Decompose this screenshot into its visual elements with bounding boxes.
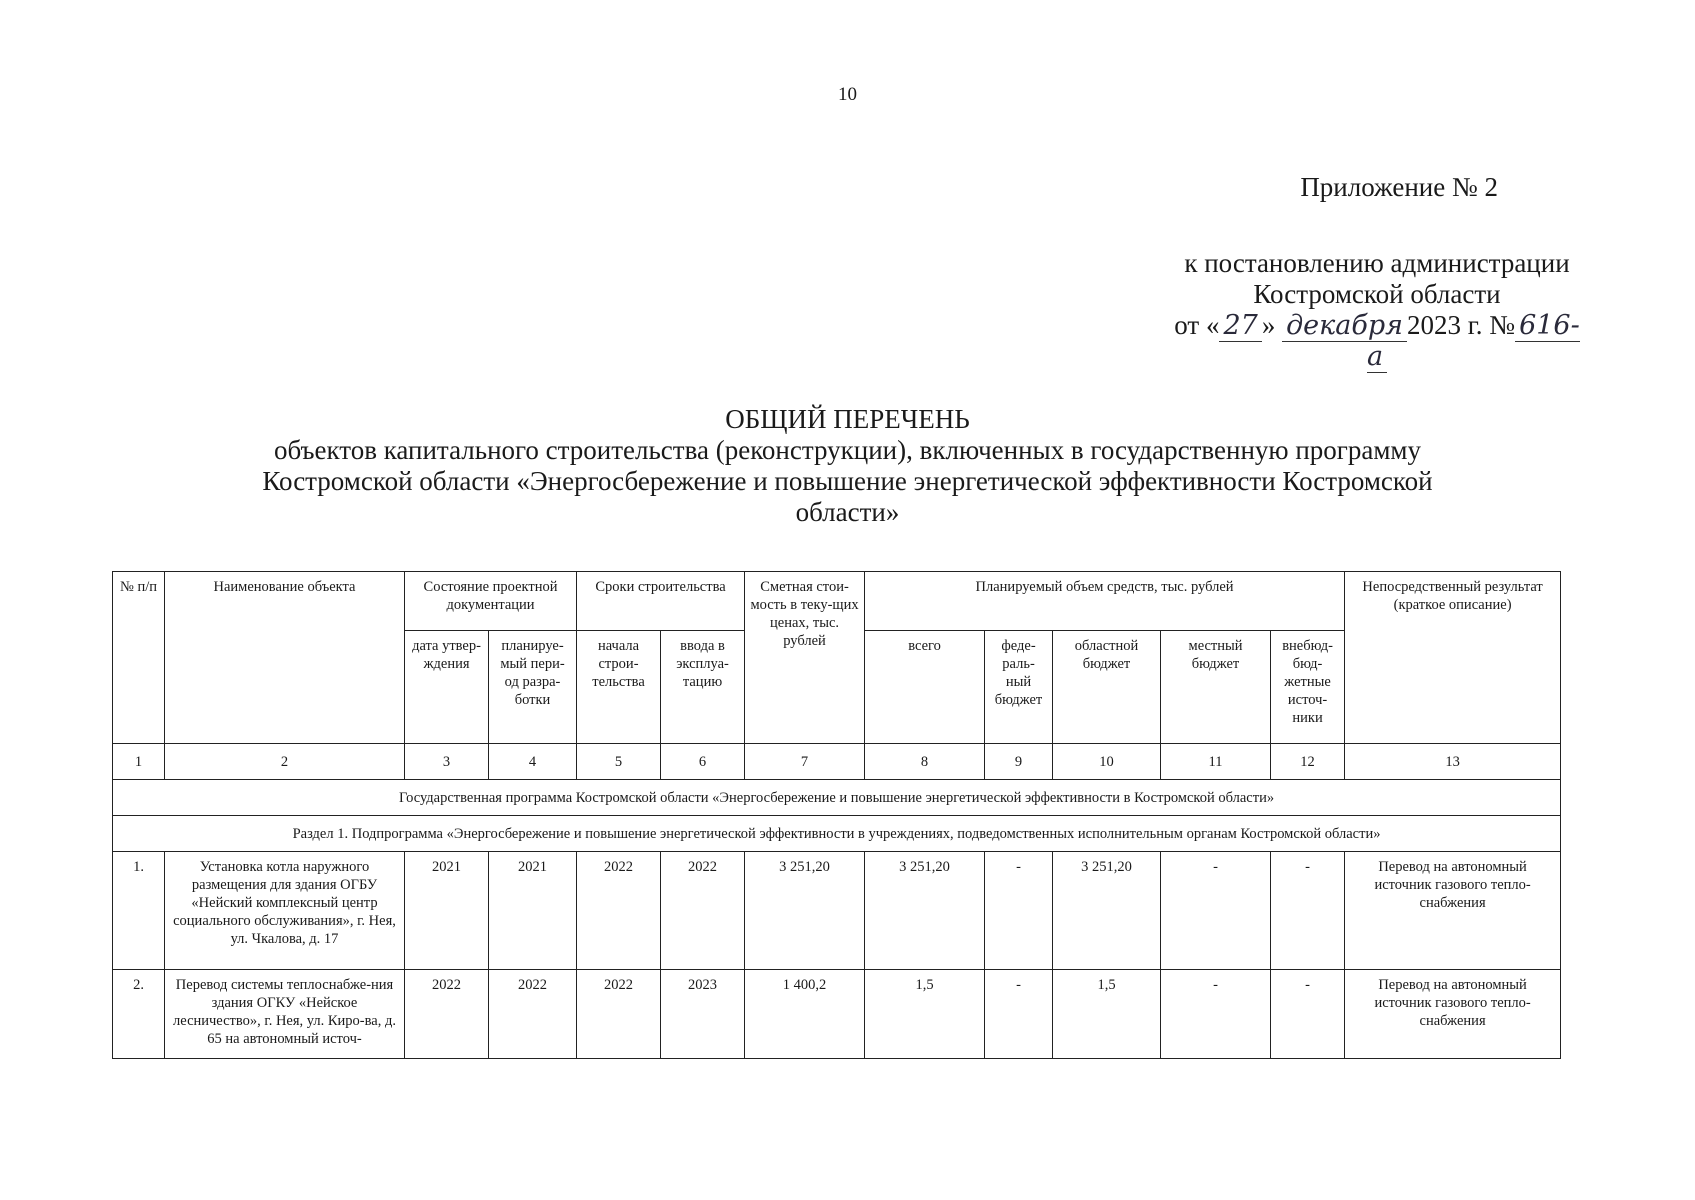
decree-year: 2023 г. № (1407, 310, 1516, 340)
row-result: Перевод на автономный источник газового тепло-снабжения (1345, 970, 1561, 1059)
column-number: 13 (1345, 744, 1561, 780)
row-commission: 2022 (661, 852, 745, 970)
header-name: Наименование объекта (165, 572, 405, 744)
column-number: 7 (745, 744, 865, 780)
row-period: 2022 (489, 970, 577, 1059)
column-number: 11 (1161, 744, 1271, 780)
header-local: местный бюджет (1161, 631, 1271, 744)
capital-construction-table (112, 571, 1561, 1059)
header-construction-terms: Сроки строительства (577, 572, 745, 631)
row-federal: - (985, 852, 1053, 970)
row-commission: 2023 (661, 970, 745, 1059)
row-period: 2021 (489, 852, 577, 970)
column-number: 1 (113, 744, 165, 780)
header-planned-period: планируе-мый пери-од разра-ботки (489, 631, 577, 744)
row-regional: 3 251,20 (1053, 852, 1161, 970)
header-num: № п/п (113, 572, 165, 744)
header-design-doc: Состояние проектной документации (405, 572, 577, 631)
row-start: 2022 (577, 970, 661, 1059)
row-local: - (1161, 970, 1271, 1059)
decree-line-2: Костромской области (1253, 279, 1501, 309)
section-row: Раздел 1. Подпрограмма «Энергосбережение и повышение энергетической эффективности в учреждениях, подведомственных исполнительным органам Костромской области» (113, 816, 1561, 852)
appendix-label: Приложение № 2 (1300, 172, 1498, 202)
table-row (113, 852, 1561, 970)
row-local: - (1161, 852, 1271, 970)
row-total: 3 251,20 (865, 852, 985, 970)
decree-day-handwritten: 27 (1219, 310, 1261, 342)
decree-number-handwritten: 616-а (1366, 310, 1580, 372)
column-number: 12 (1271, 744, 1345, 780)
column-number: 6 (661, 744, 745, 780)
column-numbers-row (113, 744, 1561, 780)
title-main: ОБЩИЙ ПЕРЕЧЕНЬ (725, 404, 970, 434)
row-result: Перевод на автономный источник газового тепло-снабжения (1345, 852, 1561, 970)
column-number: 3 (405, 744, 489, 780)
row-object-name: Перевод системы теплоснабже-ния здания ОГКУ «Нейское лесничество», г. Нея, ул. Киро-ва, д. 65 на автономный источ- (165, 970, 405, 1059)
decree-date-line (1167, 310, 1587, 372)
decree-reference (1167, 248, 1587, 372)
row-regional: 1,5 (1053, 970, 1161, 1059)
header-planned-funds: Планируемый объем средств, тыс. рублей (865, 572, 1345, 631)
header-result: Непосредственный результат (краткое описание) (1345, 572, 1561, 744)
row-extra: - (1271, 970, 1345, 1059)
program-row: Государственная программа Костромской области «Энергосбережение и повышение энергетической эффективности в Костромской области» (113, 780, 1561, 816)
document-title (0, 404, 1695, 528)
decree-date-prefix: от « (1174, 310, 1220, 340)
column-number: 10 (1053, 744, 1161, 780)
row-start: 2022 (577, 852, 661, 970)
row-num: 1. (113, 852, 165, 970)
row-cost: 1 400,2 (745, 970, 865, 1059)
page-number: 10 (838, 84, 857, 105)
row-total: 1,5 (865, 970, 985, 1059)
table-row (113, 970, 1561, 1059)
header-estimated-cost: Сметная стои-мость в теку-щих ценах, тыс. рублей (745, 572, 865, 744)
column-number: 2 (165, 744, 405, 780)
header-federal: феде-раль-ный бюджет (985, 631, 1053, 744)
title-subtitle: объектов капитального строительства (реконструкции), включенных в государственную программу Костромской области «Энергосбережение и повышение энергетической эффективности Костромской области» (262, 435, 1433, 527)
row-approval: 2021 (405, 852, 489, 970)
row-object-name: Установка котла наружного размещения для здания ОГБУ «Нейский комплексный центр социального обслуживания», г. Нея, ул. Чкалова, д. 17 (165, 852, 405, 970)
header-extrabudget: внебюд-бюд-жетные источ-ники (1271, 631, 1345, 744)
decree-line-1: к постановлению администрации (1184, 248, 1570, 278)
header-total: всего (865, 631, 985, 744)
row-num: 2. (113, 970, 165, 1059)
decree-date-mid: » (1261, 310, 1276, 340)
decree-month-handwritten: декабря (1282, 310, 1407, 342)
column-number: 9 (985, 744, 1053, 780)
row-extra: - (1271, 852, 1345, 970)
column-number: 5 (577, 744, 661, 780)
header-commission: ввода в эксплуа-тацию (661, 631, 745, 744)
header-regional: областной бюджет (1053, 631, 1161, 744)
column-number: 4 (489, 744, 577, 780)
header-start: начала строи-тельства (577, 631, 661, 744)
row-cost: 3 251,20 (745, 852, 865, 970)
row-federal: - (985, 970, 1053, 1059)
column-number: 8 (865, 744, 985, 780)
row-approval: 2022 (405, 970, 489, 1059)
header-approval-date: дата утвер-ждения (405, 631, 489, 744)
